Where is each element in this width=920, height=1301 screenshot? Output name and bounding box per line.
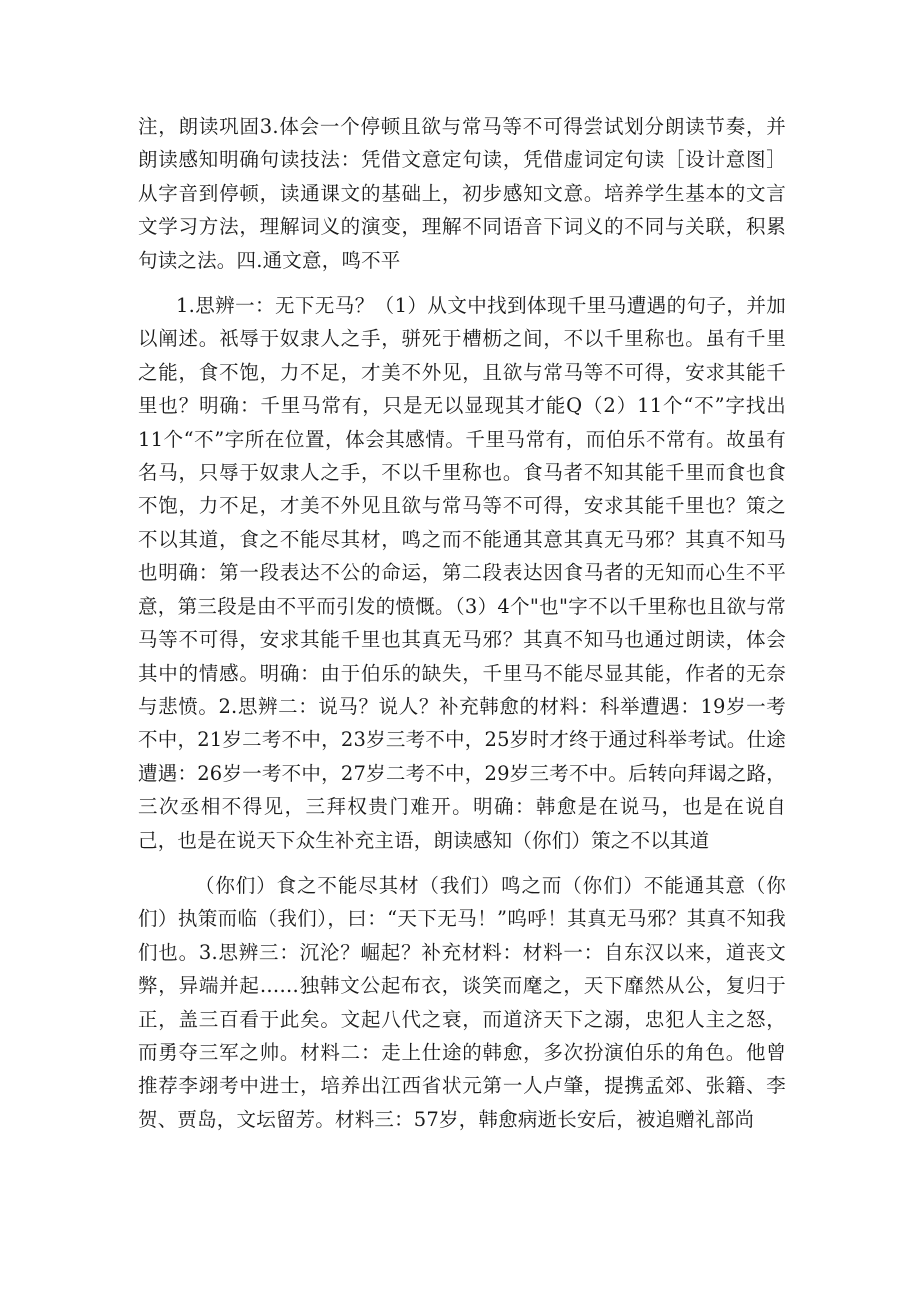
paragraph-2: 1.思辨一：无下无马？（1）从文中找到体现千里马遭遇的句子，并加以阐述。祇辱于奴隶人之手，骈死于槽枥之间，不以千里称也。虽有千里之能，食不饱，力不足，才美不外见，且欲与常马等不可得，安求其能千里也？明确：千里马常有，只是无以显现其才能Q（2）11个“不”字找出11个“不”字所在位置，体会其感情。千里马常有，而伯乐不常有。故虽有名马，只辱于奴隶人之手，不以千里称也。食马者不知其能千里而食也食不饱，力不足，才美不外见且欲与常马等不可得，安求其能千里也？策之不以其道，食之不能尽其材，鸣之而不能通其意其真无马邪？其真不知马也明确：第一段表达不公的命运，第二段表达因食马者的无知而心生不平意，第三段是由不平而引发的愤慨。（3）4个"也"字不以千里称也且欲与常马等不可得，安求其能千里也其真无马邪？其真不知马也通过朗读，体会其中的情感。明确：由于伯乐的缺失，千里马不能尽显其能，作者的无奈与悲愤。2.思辨二：说马？说人？补充韩愈的材料：科举遭遇：19岁一考不中，21岁二考不中，23岁三考不中，25岁时才终于通过科举考试。仕途遭遇：26岁一考不中，27岁二考不中，29岁三考不中。后转向拜谒之路，三次丞相不得见，三拜权贵门难开。明确：韩愈是在说马，也是在说自己，也是在说天下众生补充主语，朗读感知（你们）策之不以其道 [138, 294, 786, 852]
paragraph-gap [138, 277, 786, 289]
document-page [138, 110, 786, 1136]
paragraph-1: 注，朗读巩固3.体会一个停顿且欲与常马等不可得尝试划分朗读节奏，并朗读感知明确句读技法：凭借文意定句读，凭借虚词定句读［设计意图］从字音到停顿，读通课文的基础上，初步感知文意。培养学生基本的文言文学习方法，理解词义的演变，理解不同语音下词义的不同与关联，积累句读之法。四.通文意，鸣不平 [138, 115, 786, 272]
paragraph-gap [138, 857, 786, 869]
paragraph-3: （你们）食之不能尽其材（我们）鸣之而（你们）不能通其意（你们）执策而临（我们），曰：“天下无马！”呜呼！其真无马邪？其真不知我们也。3.思辨三：沉沦？崛起？补充材料：材料一：自东汉以来，道丧文弊，异端并起……独韩文公起布衣，谈笑而麾之，天下靡然从公，复归于正，盖三百看于此矣。文起八代之衰，而道济天下之溺，忠犯人主之怒，而勇夺三军之帅。材料二：走上仕途的韩愈，多次扮演伯乐的角色。他曾推荐李翊考中进士，培养出江西省状元第一人卢肇，提携孟郊、张籍、李贺、贾岛，文坛留芳。材料三：57岁，韩愈病逝长安后，被追赠礼部尚 [138, 873, 786, 1131]
